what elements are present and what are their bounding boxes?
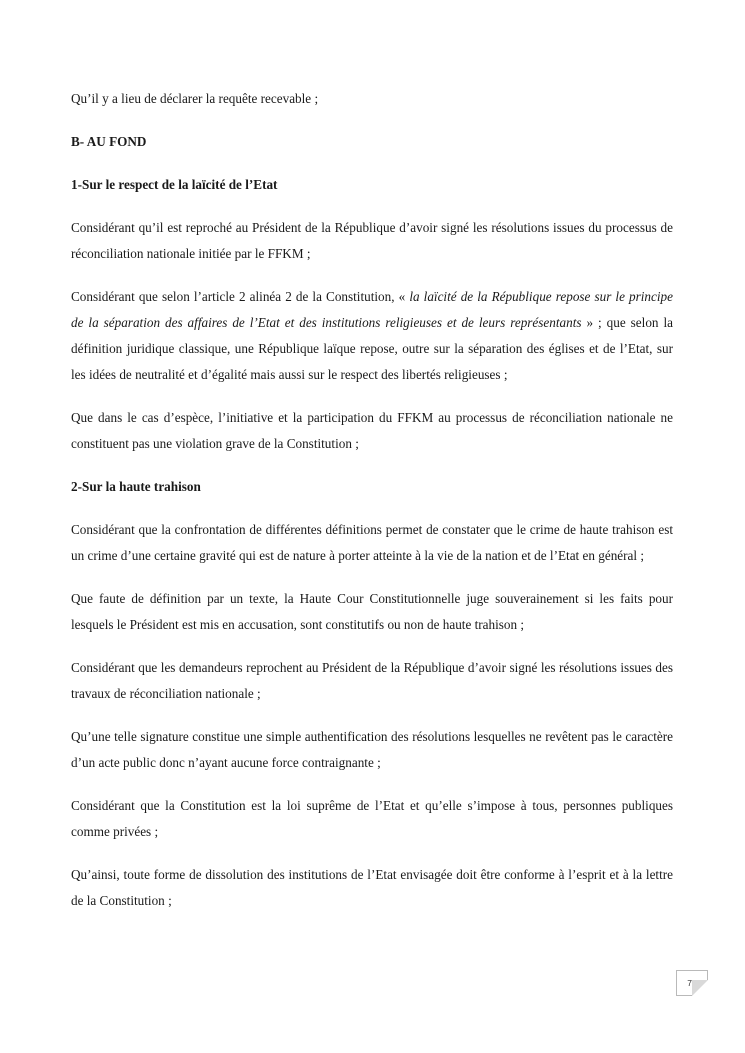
paragraph-signature: Qu’une telle signature constitue une simple authentification des résolutions lesquelles ne revêtent pas le caractère d’un acte public donc n’ayant aucune force contraignante ; <box>71 729 673 770</box>
paragraph-article-2 <box>71 284 673 388</box>
page-number: 77 <box>687 978 697 988</box>
paragraph-article-2-tail: » ; que selon la définition juridique classique, une République laïque repose, outre sur la séparation des églises et de l’Etat, sur les idées de neutralité et d’égalité mais aussi sur le respect des libertés religieuses ; <box>71 315 673 382</box>
paragraph-dissolution: Qu’ainsi, toute forme de dissolution des institutions de l’Etat envisagée doit être conforme à l’esprit et à la lettre de la Constitution ; <box>71 867 673 908</box>
paragraph-cas-espece: Que dans le cas d’espèce, l’initiative et la participation du FFKM au processus de réconciliation nationale ne constituent pas une violation grave de la Constitution ; <box>71 410 673 451</box>
paragraph-demandeurs: Considérant que les demandeurs reprochent au Président de la République d’avoir signé les résolutions issues des travaux de réconciliation nationale ; <box>71 660 673 701</box>
paragraph-reproche: Considérant qu’il est reproché au Président de la République d’avoir signé les résolutions issues du processus de réconciliation nationale initiée par le FFKM ; <box>71 220 673 261</box>
paragraph-faute-de-definition: Que faute de définition par un texte, la Haute Cour Constitutionnelle juge souverainement si les faits pour lesquels le Président est mis en accusation, sont constitutifs ou non de haute trahison ; <box>71 591 673 632</box>
constitution-quote: la laïcité de la République repose sur le principe de la séparation des affaires de l’Etat et des institutions religieuses et de leurs représentants <box>71 289 673 330</box>
section-title: B- AU FOND <box>71 134 147 149</box>
intro-line: Qu’il y a lieu de déclarer la requête recevable ; <box>71 91 319 106</box>
paragraph-definitions: Considérant que la confrontation de différentes définitions permet de constater que le crime de haute trahison est un crime d’une certaine gravité qui est de nature à porter atteinte à la vie de la nation et de l’Etat en général ; <box>71 522 673 563</box>
page-number-badge <box>676 970 708 996</box>
subsection-title-laicite: 1-Sur le respect de la laïcité de l’Etat <box>71 177 278 192</box>
paragraph-loi-supreme: Considérant que la Constitution est la loi suprême de l’Etat et qu’elle s’impose à tous, personnes publiques comme privées ; <box>71 798 673 839</box>
page-fold-icon <box>692 980 708 996</box>
paragraph-article-2-lead: Considérant que selon l’article 2 alinéa 2 de la Constitution, « <box>71 289 410 304</box>
document-body <box>71 86 673 931</box>
subsection-title-haute-trahison: 2-Sur la haute trahison <box>71 479 201 494</box>
